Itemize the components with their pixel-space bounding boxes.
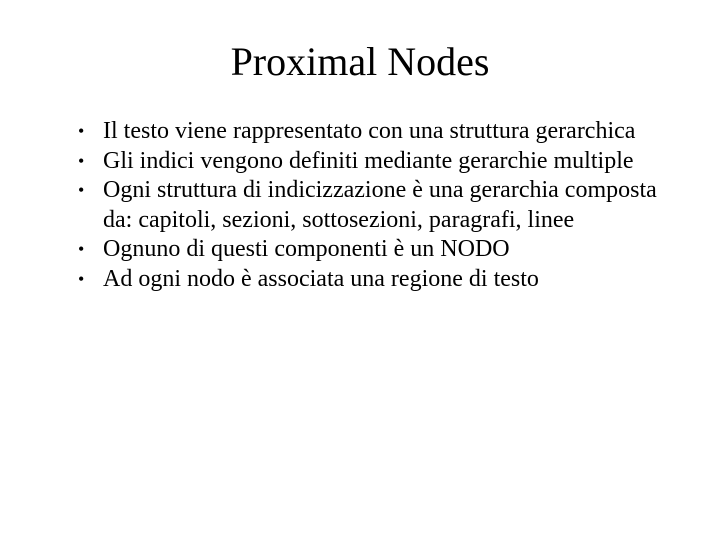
bullet-item bbox=[78, 117, 678, 147]
bullet-icon: • bbox=[78, 239, 85, 259]
bullet-text: Ognuno di questi componenti è un NODO bbox=[103, 236, 510, 262]
bullet-text: Ad ogni nodo è associata una regione di testo bbox=[103, 265, 539, 292]
bullet-icon: • bbox=[78, 121, 85, 141]
bullet-item bbox=[78, 147, 678, 177]
bullet-text: Gli indici vengono definiti mediante gerarchie multiple bbox=[103, 147, 634, 174]
bullet-item bbox=[78, 265, 678, 295]
bullet-text: Il testo viene rappresentato con una struttura gerarchica bbox=[103, 118, 636, 144]
bullet-item bbox=[78, 176, 678, 235]
slide-title: Proximal Nodes bbox=[230, 39, 490, 84]
bullet-icon: • bbox=[78, 180, 85, 200]
bullet-icon: • bbox=[78, 150, 85, 171]
bullet-text: Ogni struttura di indicizzazione è una gerarchia composta da: capitoli, sezioni, sottosezioni, paragrafi, linee bbox=[103, 177, 657, 233]
bullet-list bbox=[78, 117, 678, 294]
bullet-icon: • bbox=[78, 268, 85, 289]
bullet-item bbox=[78, 235, 678, 265]
